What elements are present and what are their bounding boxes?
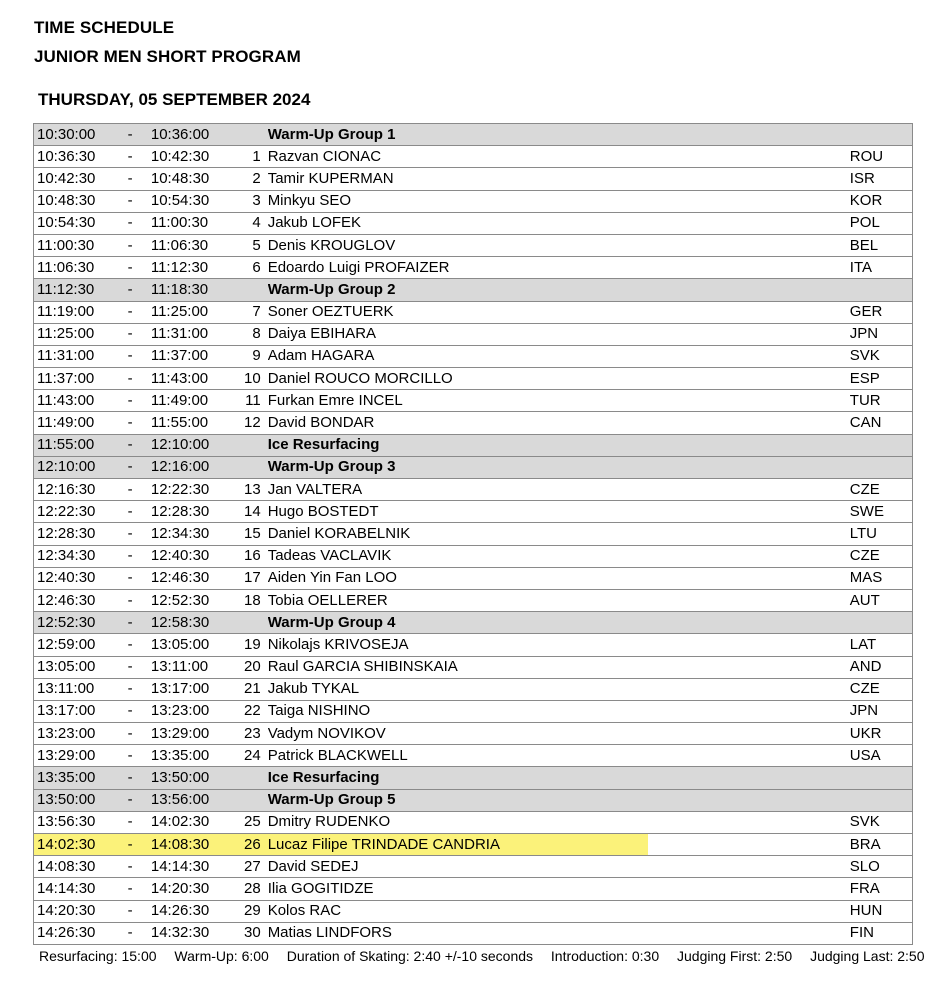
schedule-skater-row xyxy=(34,856,913,878)
nation: POL xyxy=(847,212,913,234)
time-separator: - xyxy=(110,900,151,922)
schedule-table xyxy=(33,123,913,945)
nation: KOR xyxy=(847,190,913,212)
end-time: 14:32:30 xyxy=(151,922,223,944)
start-number: 21 xyxy=(223,678,267,700)
start-number: 1 xyxy=(223,146,267,168)
skater-name: Jakub TYKAL xyxy=(268,678,847,700)
nation xyxy=(847,279,913,301)
skater-name: Tobia OELLERER xyxy=(268,589,847,611)
start-time: 14:14:30 xyxy=(34,878,110,900)
start-time: 10:48:30 xyxy=(34,190,110,212)
skater-name: Taiga NISHINO xyxy=(268,700,847,722)
schedule-skater-row xyxy=(34,811,913,833)
end-time: 11:25:00 xyxy=(151,301,223,323)
skater-name: Hugo BOSTEDT xyxy=(268,501,847,523)
start-number: 22 xyxy=(223,700,267,722)
skater-name: Ilia GOGITIDZE xyxy=(268,878,847,900)
nation: SWE xyxy=(847,501,913,523)
start-number: 28 xyxy=(223,878,267,900)
start-time: 11:55:00 xyxy=(34,434,110,456)
nation: SLO xyxy=(847,856,913,878)
nation: MAS xyxy=(847,567,913,589)
end-time: 14:26:30 xyxy=(151,900,223,922)
end-time: 13:35:00 xyxy=(151,745,223,767)
start-number: 10 xyxy=(223,368,267,390)
time-separator: - xyxy=(110,811,151,833)
time-separator: - xyxy=(110,634,151,656)
skater-name: Denis KROUGLOV xyxy=(268,234,847,256)
start-number: 12 xyxy=(223,412,267,434)
time-separator: - xyxy=(110,212,151,234)
end-time: 12:52:30 xyxy=(151,589,223,611)
start-time: 11:43:00 xyxy=(34,390,110,412)
nation xyxy=(847,124,913,146)
nation xyxy=(847,434,913,456)
nation: CZE xyxy=(847,678,913,700)
schedule-skater-row xyxy=(34,368,913,390)
footer-resurfacing: Resurfacing: 15:00 xyxy=(39,948,157,964)
event-subtitle: JUNIOR MEN SHORT PROGRAM xyxy=(34,47,301,66)
nation: FIN xyxy=(847,922,913,944)
start-number: 18 xyxy=(223,589,267,611)
skater-name: Furkan Emre INCEL xyxy=(268,390,847,412)
nation: UKR xyxy=(847,723,913,745)
schedule-group-row xyxy=(34,279,913,301)
skater-name: Aiden Yin Fan LOO xyxy=(268,567,847,589)
nation: TUR xyxy=(847,390,913,412)
skater-name: David BONDAR xyxy=(268,412,847,434)
time-separator: - xyxy=(110,434,151,456)
end-time: 12:58:30 xyxy=(151,612,223,634)
start-number xyxy=(223,279,267,301)
start-time: 13:11:00 xyxy=(34,678,110,700)
nation: LAT xyxy=(847,634,913,656)
start-time: 13:05:00 xyxy=(34,656,110,678)
nation: BEL xyxy=(847,234,913,256)
start-time: 12:34:30 xyxy=(34,545,110,567)
end-time: 12:16:00 xyxy=(151,456,223,478)
group-label: Warm-Up Group 1 xyxy=(268,124,847,146)
start-number: 8 xyxy=(223,323,267,345)
schedule-group-row xyxy=(34,789,913,811)
start-number: 30 xyxy=(223,922,267,944)
end-time: 14:20:30 xyxy=(151,878,223,900)
end-time: 11:06:30 xyxy=(151,234,223,256)
start-time: 11:06:30 xyxy=(34,257,110,279)
skater-name: Vadym NOVIKOV xyxy=(268,723,847,745)
end-time: 13:29:00 xyxy=(151,723,223,745)
start-number: 19 xyxy=(223,634,267,656)
time-separator: - xyxy=(110,456,151,478)
time-separator: - xyxy=(110,789,151,811)
time-separator: - xyxy=(110,345,151,367)
end-time: 10:42:30 xyxy=(151,146,223,168)
start-time: 13:29:00 xyxy=(34,745,110,767)
start-number: 4 xyxy=(223,212,267,234)
nation xyxy=(847,456,913,478)
schedule-skater-row xyxy=(34,922,913,944)
group-label: Warm-Up Group 3 xyxy=(268,456,847,478)
start-number: 24 xyxy=(223,745,267,767)
skater-name: Daiya EBIHARA xyxy=(268,323,847,345)
start-time: 12:46:30 xyxy=(34,589,110,611)
skater-name: Raul GARCIA SHIBINSKAIA xyxy=(268,656,847,678)
end-time: 14:08:30 xyxy=(151,834,223,856)
start-time: 13:23:00 xyxy=(34,723,110,745)
start-time: 11:31:00 xyxy=(34,345,110,367)
group-label: Warm-Up Group 2 xyxy=(268,279,847,301)
schedule-group-row xyxy=(34,456,913,478)
time-separator: - xyxy=(110,545,151,567)
start-time: 13:17:00 xyxy=(34,700,110,722)
start-number: 20 xyxy=(223,656,267,678)
time-separator: - xyxy=(110,301,151,323)
nation: SVK xyxy=(847,345,913,367)
schedule-skater-row xyxy=(34,168,913,190)
schedule-skater-row xyxy=(34,656,913,678)
start-number: 17 xyxy=(223,567,267,589)
time-separator: - xyxy=(110,234,151,256)
nation xyxy=(847,767,913,789)
schedule-skater-row xyxy=(34,545,913,567)
skater-name: David SEDEJ xyxy=(268,856,847,878)
schedule-skater-row-highlighted xyxy=(34,834,913,856)
time-separator: - xyxy=(110,834,151,856)
nation: JPN xyxy=(847,700,913,722)
skater-name: Razvan CIONAC xyxy=(268,146,847,168)
skater-name: Adam HAGARA xyxy=(268,345,847,367)
start-time: 10:42:30 xyxy=(34,168,110,190)
schedule-skater-row xyxy=(34,523,913,545)
end-time: 10:36:00 xyxy=(151,124,223,146)
start-time: 13:35:00 xyxy=(34,767,110,789)
end-time: 10:54:30 xyxy=(151,190,223,212)
time-separator: - xyxy=(110,856,151,878)
group-label: Warm-Up Group 5 xyxy=(268,789,847,811)
end-time: 11:12:30 xyxy=(151,257,223,279)
start-number: 27 xyxy=(223,856,267,878)
start-time: 11:00:30 xyxy=(34,234,110,256)
schedule-group-row xyxy=(34,767,913,789)
end-time: 13:17:00 xyxy=(151,678,223,700)
end-time: 13:05:00 xyxy=(151,634,223,656)
start-time: 14:26:30 xyxy=(34,922,110,944)
footer-warmup: Warm-Up: 6:00 xyxy=(174,948,269,964)
schedule-skater-row xyxy=(34,745,913,767)
nation: SVK xyxy=(847,811,913,833)
end-time: 11:49:00 xyxy=(151,390,223,412)
end-time: 12:40:30 xyxy=(151,545,223,567)
start-number xyxy=(223,456,267,478)
schedule-skater-row xyxy=(34,700,913,722)
start-time: 11:12:30 xyxy=(34,279,110,301)
start-number: 26 xyxy=(223,834,267,856)
end-time: 12:34:30 xyxy=(151,523,223,545)
time-separator: - xyxy=(110,656,151,678)
start-number: 11 xyxy=(223,390,267,412)
start-time: 14:08:30 xyxy=(34,856,110,878)
skater-name: Minkyu SEO xyxy=(268,190,847,212)
schedule-skater-row xyxy=(34,678,913,700)
end-time: 11:55:00 xyxy=(151,412,223,434)
nation: GER xyxy=(847,301,913,323)
time-separator: - xyxy=(110,323,151,345)
end-time: 11:37:00 xyxy=(151,345,223,367)
schedule-date: THURSDAY, 05 SEPTEMBER 2024 xyxy=(38,90,311,109)
schedule-footer xyxy=(39,948,924,964)
start-time: 10:30:00 xyxy=(34,124,110,146)
end-time: 14:02:30 xyxy=(151,811,223,833)
nation xyxy=(847,612,913,634)
time-separator: - xyxy=(110,922,151,944)
schedule-skater-row xyxy=(34,501,913,523)
end-time: 11:43:00 xyxy=(151,368,223,390)
start-time: 14:20:30 xyxy=(34,900,110,922)
start-time: 12:16:30 xyxy=(34,479,110,501)
start-number: 9 xyxy=(223,345,267,367)
start-time: 12:52:30 xyxy=(34,612,110,634)
schedule-skater-row xyxy=(34,212,913,234)
end-time: 13:56:00 xyxy=(151,789,223,811)
nation: HUN xyxy=(847,900,913,922)
time-separator: - xyxy=(110,190,151,212)
time-separator: - xyxy=(110,124,151,146)
schedule-skater-row xyxy=(34,257,913,279)
start-time: 12:10:00 xyxy=(34,456,110,478)
nation: ESP xyxy=(847,368,913,390)
footer-duration: Duration of Skating: 2:40 +/-10 seconds xyxy=(286,948,534,964)
start-time: 11:49:00 xyxy=(34,412,110,434)
schedule-skater-row xyxy=(34,589,913,611)
start-time: 12:22:30 xyxy=(34,501,110,523)
schedule-skater-row xyxy=(34,567,913,589)
time-separator: - xyxy=(110,723,151,745)
nation: AUT xyxy=(847,589,913,611)
start-number: 2 xyxy=(223,168,267,190)
start-time: 10:36:30 xyxy=(34,146,110,168)
schedule-skater-row xyxy=(34,412,913,434)
end-time: 11:18:30 xyxy=(151,279,223,301)
nation: CZE xyxy=(847,479,913,501)
start-number: 14 xyxy=(223,501,267,523)
start-number xyxy=(223,434,267,456)
group-label: Ice Resurfacing xyxy=(268,434,847,456)
end-time: 13:50:00 xyxy=(151,767,223,789)
skater-name: Lucaz Filipe TRINDADE CANDRIA xyxy=(268,834,847,856)
schedule-skater-row xyxy=(34,634,913,656)
start-time: 14:02:30 xyxy=(34,834,110,856)
skater-name: Jakub LOFEK xyxy=(268,212,847,234)
schedule-skater-row xyxy=(34,345,913,367)
time-separator: - xyxy=(110,501,151,523)
nation: BRA xyxy=(847,834,913,856)
schedule-group-row xyxy=(34,612,913,634)
schedule-skater-row xyxy=(34,878,913,900)
schedule-skater-row xyxy=(34,723,913,745)
group-label: Ice Resurfacing xyxy=(268,767,847,789)
schedule-skater-row xyxy=(34,234,913,256)
schedule-skater-row xyxy=(34,479,913,501)
start-number: 15 xyxy=(223,523,267,545)
nation: CAN xyxy=(847,412,913,434)
time-separator: - xyxy=(110,700,151,722)
skater-name: Edoardo Luigi PROFAIZER xyxy=(268,257,847,279)
start-time: 10:54:30 xyxy=(34,212,110,234)
start-number: 29 xyxy=(223,900,267,922)
start-number: 7 xyxy=(223,301,267,323)
nation: CZE xyxy=(847,545,913,567)
time-separator: - xyxy=(110,257,151,279)
nation xyxy=(847,789,913,811)
start-number: 23 xyxy=(223,723,267,745)
start-number: 25 xyxy=(223,811,267,833)
start-number xyxy=(223,789,267,811)
time-separator: - xyxy=(110,390,151,412)
time-separator: - xyxy=(110,479,151,501)
start-time: 12:28:30 xyxy=(34,523,110,545)
schedule-skater-row xyxy=(34,146,913,168)
time-separator: - xyxy=(110,146,151,168)
nation: AND xyxy=(847,656,913,678)
end-time: 14:14:30 xyxy=(151,856,223,878)
skater-name: Kolos RAC xyxy=(268,900,847,922)
skater-name: Soner OEZTUERK xyxy=(268,301,847,323)
nation: ISR xyxy=(847,168,913,190)
time-separator: - xyxy=(110,523,151,545)
end-time: 12:28:30 xyxy=(151,501,223,523)
group-label: Warm-Up Group 4 xyxy=(268,612,847,634)
time-separator: - xyxy=(110,279,151,301)
schedule-skater-row xyxy=(34,323,913,345)
skater-name: Matias LINDFORS xyxy=(268,922,847,944)
start-time: 11:25:00 xyxy=(34,323,110,345)
skater-name: Dmitry RUDENKO xyxy=(268,811,847,833)
end-time: 12:46:30 xyxy=(151,567,223,589)
time-separator: - xyxy=(110,745,151,767)
start-number: 5 xyxy=(223,234,267,256)
schedule-group-row xyxy=(34,434,913,456)
end-time: 11:00:30 xyxy=(151,212,223,234)
start-time: 11:19:00 xyxy=(34,301,110,323)
start-number: 6 xyxy=(223,257,267,279)
start-number xyxy=(223,612,267,634)
nation: ITA xyxy=(847,257,913,279)
end-time: 13:23:00 xyxy=(151,700,223,722)
start-time: 13:56:30 xyxy=(34,811,110,833)
schedule-skater-row xyxy=(34,301,913,323)
start-time: 12:40:30 xyxy=(34,567,110,589)
end-time: 12:10:00 xyxy=(151,434,223,456)
start-number: 3 xyxy=(223,190,267,212)
time-separator: - xyxy=(110,878,151,900)
nation: USA xyxy=(847,745,913,767)
skater-name: Tamir KUPERMAN xyxy=(268,168,847,190)
time-separator: - xyxy=(110,168,151,190)
skater-name: Tadeas VACLAVIK xyxy=(268,545,847,567)
start-number xyxy=(223,767,267,789)
end-time: 12:22:30 xyxy=(151,479,223,501)
skater-name: Jan VALTERA xyxy=(268,479,847,501)
nation: ROU xyxy=(847,146,913,168)
time-separator: - xyxy=(110,368,151,390)
footer-judging-first: Judging First: 2:50 xyxy=(677,948,793,964)
skater-name: Patrick BLACKWELL xyxy=(268,745,847,767)
end-time: 13:11:00 xyxy=(151,656,223,678)
nation: FRA xyxy=(847,878,913,900)
time-separator: - xyxy=(110,612,151,634)
time-separator: - xyxy=(110,767,151,789)
start-time: 11:37:00 xyxy=(34,368,110,390)
start-time: 12:59:00 xyxy=(34,634,110,656)
nation: LTU xyxy=(847,523,913,545)
document-title: TIME SCHEDULE xyxy=(34,18,175,37)
time-separator: - xyxy=(110,412,151,434)
skater-name: Daniel KORABELNIK xyxy=(268,523,847,545)
schedule-skater-row xyxy=(34,190,913,212)
end-time: 11:31:00 xyxy=(151,323,223,345)
nation: JPN xyxy=(847,323,913,345)
footer-judging-last: Judging Last: 2:50 xyxy=(810,948,925,964)
footer-introduction: Introduction: 0:30 xyxy=(550,948,660,964)
schedule-skater-row xyxy=(34,390,913,412)
end-time: 10:48:30 xyxy=(151,168,223,190)
start-number xyxy=(223,124,267,146)
start-time: 13:50:00 xyxy=(34,789,110,811)
time-separator: - xyxy=(110,678,151,700)
start-number: 13 xyxy=(223,479,267,501)
schedule-skater-row xyxy=(34,900,913,922)
skater-name: Nikolajs KRIVOSEJA xyxy=(268,634,847,656)
time-separator: - xyxy=(110,589,151,611)
start-number: 16 xyxy=(223,545,267,567)
skater-name: Daniel ROUCO MORCILLO xyxy=(268,368,847,390)
time-separator: - xyxy=(110,567,151,589)
schedule-group-row xyxy=(34,124,913,146)
